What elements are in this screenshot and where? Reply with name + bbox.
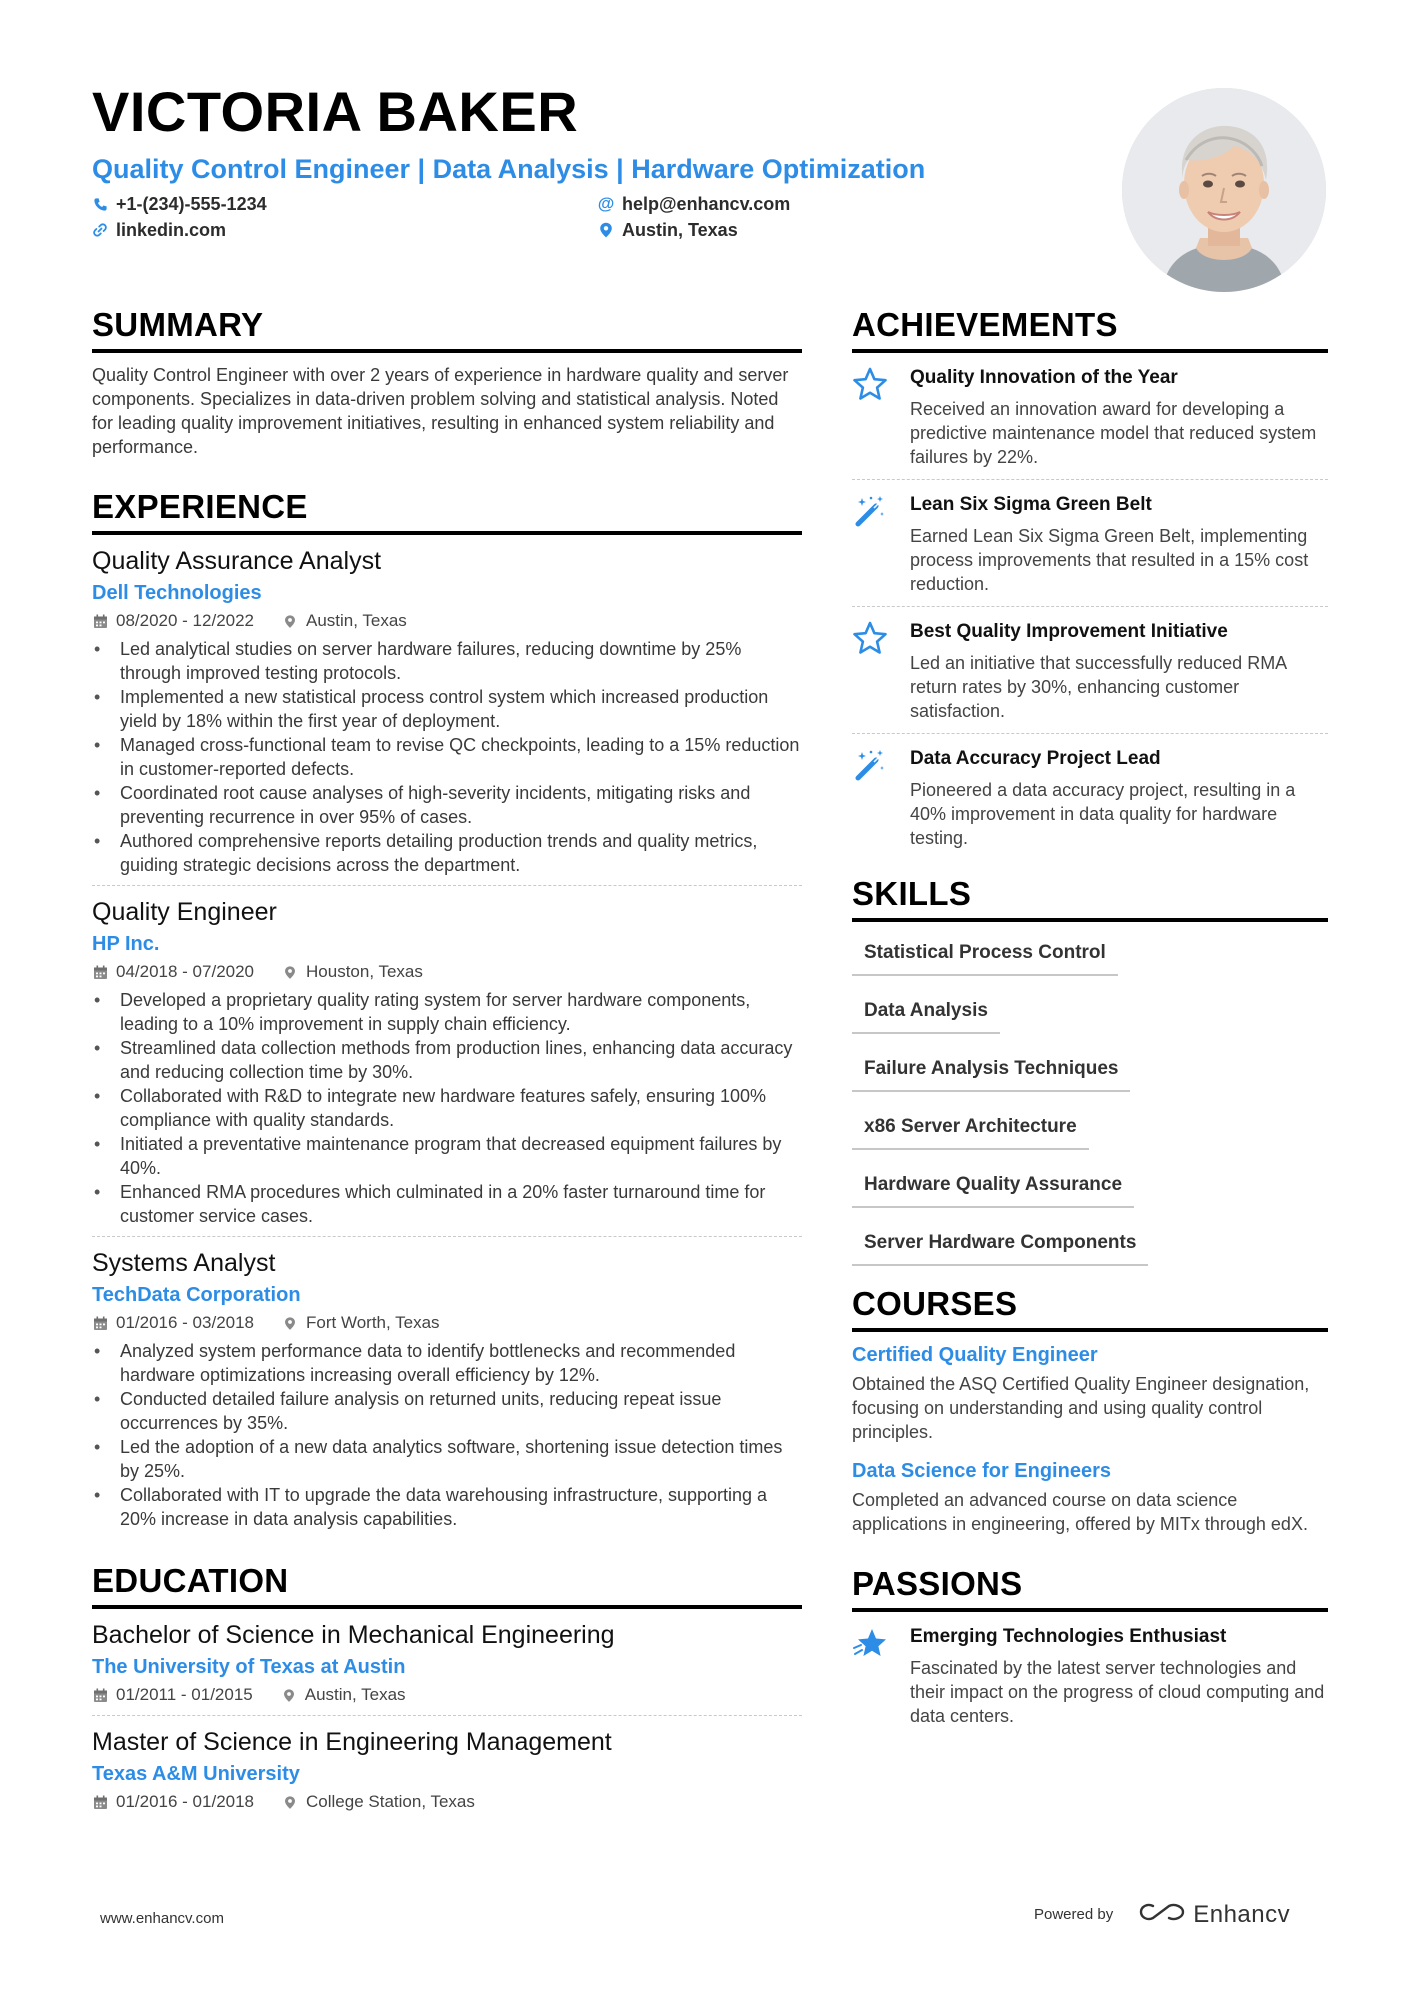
achievement-title: Best Quality Improvement Initiative xyxy=(910,621,1228,642)
education-location: College Station, Texas xyxy=(306,1792,475,1811)
bullet-item: • Led the adoption of a new data analytics software, shortening issue detection times by 25%. xyxy=(92,1435,802,1483)
job-location: Houston, Texas xyxy=(306,962,423,981)
course-item xyxy=(852,1444,1328,1536)
bullet-item: • Streamlined data collection methods from production lines, enhancing data accuracy and reducing collection time by 30%. xyxy=(92,1036,802,1084)
location-text: Austin, Texas xyxy=(622,220,738,240)
skill-tag: Server Hardware Components xyxy=(852,1226,1148,1266)
experience-entry xyxy=(92,886,802,1237)
skills-list xyxy=(852,922,1328,1266)
enhancv-logo-icon xyxy=(1139,1900,1185,1929)
phone-icon xyxy=(92,196,108,212)
calendar-icon xyxy=(92,1687,108,1703)
contact-linkedin[interactable] xyxy=(92,220,598,240)
link-icon xyxy=(92,222,108,238)
bullet-item: • Developed a proprietary quality rating system for server hardware components, leading to a 10% improvement in supply chain efficiency. xyxy=(92,988,802,1036)
passion-item xyxy=(852,1612,1328,1738)
job-location: Fort Worth, Texas xyxy=(306,1313,440,1332)
resume-header xyxy=(92,80,1092,240)
job-dates: 08/2020 - 12/2022 xyxy=(116,611,255,630)
magic-wand-icon xyxy=(852,746,910,850)
job-meta xyxy=(92,609,802,633)
course-item xyxy=(852,1332,1328,1444)
company-name[interactable]: Dell Technologies xyxy=(92,582,262,604)
courses-heading: COURSES xyxy=(852,1284,1328,1332)
experience-entry xyxy=(92,535,802,886)
job-bullets xyxy=(92,1339,802,1531)
achievement-title: Lean Six Sigma Green Belt xyxy=(910,494,1152,515)
contact-email[interactable] xyxy=(598,194,898,214)
degree-title: Master of Science in Engineering Management xyxy=(92,1728,612,1756)
passions-heading: PASSIONS xyxy=(852,1564,1328,1612)
skill-tag: Failure Analysis Techniques xyxy=(852,1052,1130,1092)
achievement-item xyxy=(852,353,1328,480)
job-title: Systems Analyst xyxy=(92,1249,276,1277)
bullet-item: • Enhanced RMA procedures which culminated in a 20% faster turnaround time for customer service cases. xyxy=(92,1180,802,1228)
phone-text: +1-(234)-555-1234 xyxy=(116,194,267,214)
achievement-title: Data Accuracy Project Lead xyxy=(910,748,1161,769)
job-meta xyxy=(92,1311,802,1335)
powered-by-label: Powered by xyxy=(1034,1906,1114,1923)
achievement-item xyxy=(852,734,1328,860)
education-entry xyxy=(92,1716,802,1822)
footer-website[interactable]: www.enhancv.com xyxy=(100,1910,224,1927)
linkedin-text: linkedin.com xyxy=(116,220,227,240)
headline: Quality Control Engineer | Data Analysis | Hardware Optimization xyxy=(92,154,926,184)
bullet-item: • Initiated a preventative maintenance program that decreased equipment failures by 40%. xyxy=(92,1132,802,1180)
education-dates: 01/2016 - 01/2018 xyxy=(116,1792,255,1811)
course-title[interactable]: Data Science for Engineers xyxy=(852,1460,1111,1482)
bullet-item: • Implemented a new statistical process control system which increased production yield by 18% within the first year of deployment. xyxy=(92,685,802,733)
achievements-heading: ACHIEVEMENTS xyxy=(852,305,1328,353)
job-bullets xyxy=(92,637,802,877)
job-meta xyxy=(92,960,802,984)
bullet-item: • Collaborated with R&D to integrate new hardware features safely, ensuring 100% compliance with quality standards. xyxy=(92,1084,802,1132)
bullet-item: • Analyzed system performance data to identify bottlenecks and recommended hardware optimizations increasing overall efficiency by 12%. xyxy=(92,1339,802,1387)
right-column xyxy=(852,305,1328,1738)
course-description: Completed an advanced course on data science applications in engineering, offered by MITx through edX. xyxy=(852,1490,1308,1534)
company-name[interactable]: TechData Corporation xyxy=(92,1284,301,1306)
bullet-item: • Led analytical studies on server hardware failures, reducing downtime by 25% through improved testing protocols. xyxy=(92,637,802,685)
job-bullets xyxy=(92,988,802,1228)
bullet-item: • Managed cross-functional team to revise QC checkpoints, leading to a 15% reduction in customer-reported defects. xyxy=(92,733,802,781)
location-pin-icon xyxy=(281,1687,297,1703)
education-meta xyxy=(92,1683,802,1707)
contact-location xyxy=(598,220,898,240)
brand-name: Enhancv xyxy=(1193,1900,1291,1928)
achievement-item xyxy=(852,607,1328,734)
shooting-star-icon xyxy=(852,1624,910,1728)
left-column xyxy=(92,305,802,1822)
school-name[interactable]: Texas A&M University xyxy=(92,1763,300,1785)
achievement-description: Led an initiative that successfully reduced RMA return rates by 30%, enhancing customer satisfaction. xyxy=(910,653,1287,721)
degree-title: Bachelor of Science in Mechanical Engineering xyxy=(92,1621,615,1649)
calendar-icon xyxy=(92,1794,108,1810)
achievement-description: Received an innovation award for developing a predictive maintenance model that reduced system failures by 22%. xyxy=(910,399,1317,467)
job-dates: 04/2018 - 07/2020 xyxy=(116,962,255,981)
achievement-item xyxy=(852,480,1328,607)
bullet-item: • Coordinated root cause analyses of high-severity incidents, mitigating risks and preventing recurrence in over 95% of cases. xyxy=(92,781,802,829)
footer-branding xyxy=(1034,1900,1290,1929)
passion-title: Emerging Technologies Enthusiast xyxy=(910,1626,1227,1647)
skill-tag: Hardware Quality Assurance xyxy=(852,1168,1134,1208)
course-title[interactable]: Certified Quality Engineer xyxy=(852,1344,1098,1366)
school-name[interactable]: The University of Texas at Austin xyxy=(92,1656,406,1678)
star-icon xyxy=(852,619,910,723)
calendar-icon xyxy=(92,1315,108,1331)
bullet-item: • Collaborated with IT to upgrade the data warehousing infrastructure, supporting a 20% increase in data analysis capabilities. xyxy=(92,1483,802,1531)
job-dates: 01/2016 - 03/2018 xyxy=(116,1313,255,1332)
contact-info xyxy=(92,194,1092,240)
magic-wand-icon xyxy=(852,492,910,596)
bullet-item: • Authored comprehensive reports detailing production trends and quality metrics, guiding strategic decisions across the department. xyxy=(92,829,802,877)
contact-phone[interactable] xyxy=(92,194,598,214)
email-text: help@enhancv.com xyxy=(622,194,791,214)
bullet-item: • Conducted detailed failure analysis on returned units, reducing repeat issue occurrences by 35%. xyxy=(92,1387,802,1435)
job-title: Quality Assurance Analyst xyxy=(92,547,382,575)
education-location: Austin, Texas xyxy=(304,1685,406,1704)
experience-heading: EXPERIENCE xyxy=(92,487,802,535)
achievement-description: Earned Lean Six Sigma Green Belt, implementing process improvements that resulted in a 15% cost reduction. xyxy=(910,526,1309,594)
experience-entry xyxy=(92,1237,802,1539)
calendar-icon xyxy=(92,964,108,980)
calendar-icon xyxy=(92,613,108,629)
summary-text: Quality Control Engineer with over 2 years of experience in hardware quality and server components. Specializes in data-driven problem solving and statistical analysis. Noted for leading quality improvement initiatives, resulting in enhanced system reliability and performance. xyxy=(92,365,789,457)
skill-tag: Data Analysis xyxy=(852,994,1000,1034)
skills-heading: SKILLS xyxy=(852,874,1328,922)
education-entry xyxy=(92,1609,802,1716)
skill-tag: Statistical Process Control xyxy=(852,936,1118,976)
education-dates: 01/2011 - 01/2015 xyxy=(116,1685,253,1704)
job-location: Austin, Texas xyxy=(306,611,407,630)
course-description: Obtained the ASQ Certified Quality Engineer designation, focusing on understanding and using quality control principles. xyxy=(852,1374,1310,1442)
location-pin-icon xyxy=(282,613,298,629)
summary-heading: SUMMARY xyxy=(92,305,802,353)
location-pin-icon xyxy=(282,1794,298,1810)
location-pin-icon xyxy=(282,964,298,980)
achievement-description: Pioneered a data accuracy project, resulting in a 40% improvement in data quality for hardware testing. xyxy=(910,780,1296,848)
location-pin-icon xyxy=(282,1315,298,1331)
education-heading: EDUCATION xyxy=(92,1561,802,1609)
achievement-title: Quality Innovation of the Year xyxy=(910,367,1178,388)
company-name[interactable]: HP Inc. xyxy=(92,933,160,955)
candidate-name: VICTORIA BAKER xyxy=(92,80,579,143)
star-icon xyxy=(852,365,910,469)
passion-description: Fascinated by the latest server technologies and their impact on the progress of cloud computing and data centers. xyxy=(910,1658,1325,1726)
at-icon: @ xyxy=(597,194,615,213)
education-meta xyxy=(92,1790,802,1814)
location-pin-icon xyxy=(598,222,614,238)
job-title: Quality Engineer xyxy=(92,898,277,926)
skill-tag: x86 Server Architecture xyxy=(852,1110,1089,1150)
profile-photo xyxy=(1122,88,1326,292)
